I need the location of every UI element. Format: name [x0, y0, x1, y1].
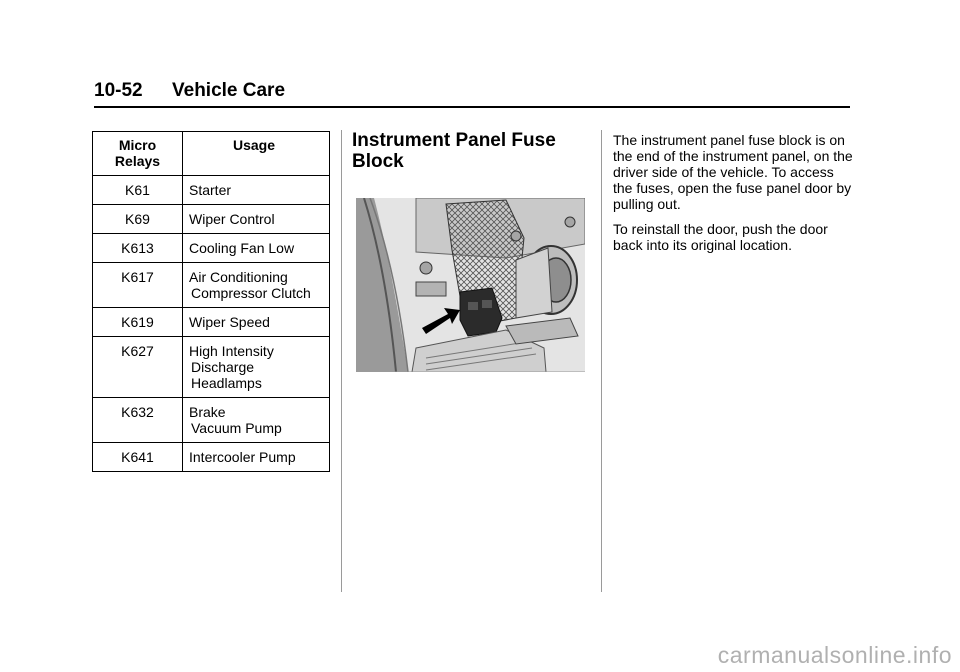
table-row: [93, 263, 330, 308]
relay-code: K61: [93, 176, 183, 205]
relay-usage: Starter: [183, 176, 330, 205]
table-row: [93, 398, 330, 443]
paragraph-location: The instrument panel fuse block is on the end of the instrument panel, on the driver side of the vehicle. To access the fuses, open the fuse panel door by pulling out.: [613, 132, 853, 212]
relay-code: K632: [93, 398, 183, 443]
table-row: [93, 308, 330, 337]
column-header-usage: Usage: [183, 132, 330, 176]
instrument-panel-fuse-block-heading: Instrument Panel Fuse Block: [352, 130, 556, 172]
fuse-block-location-illustration: [356, 198, 585, 372]
relay-code: K613: [93, 234, 183, 263]
table-row: [93, 234, 330, 263]
relay-usage: Cooling Fan Low: [183, 234, 330, 263]
table-header-row: [93, 132, 330, 176]
relay-usage: Wiper Control: [183, 205, 330, 234]
section-title: Vehicle Care: [172, 80, 286, 101]
relay-code: K69: [93, 205, 183, 234]
watermark-text: carmanualsonline.info: [717, 642, 952, 668]
table-row: [93, 176, 330, 205]
relay-usage: High Intensity Discharge Headlamps: [183, 337, 330, 398]
column-divider-right: [601, 130, 602, 592]
relay-code: K627: [93, 337, 183, 398]
fuse-block-illustration-icon: [356, 198, 585, 372]
paragraph-reinstall: To reinstall the door, push the door back into its original location.: [613, 221, 828, 253]
relay-code: K617: [93, 263, 183, 308]
fuse-block-description: [613, 132, 853, 262]
table-row: [93, 337, 330, 398]
column-divider-left: [341, 130, 342, 592]
table-row: [93, 205, 330, 234]
column-header-micro-relays: Micro Relays: [93, 132, 183, 176]
table-row: [93, 443, 330, 472]
page-header: [94, 80, 850, 108]
relay-usage: Air Conditioning Compressor Clutch: [183, 263, 330, 308]
relay-code: K641: [93, 443, 183, 472]
relay-code: K619: [93, 308, 183, 337]
page-number: 10-52: [94, 80, 143, 101]
relay-usage: Brake Vacuum Pump: [183, 398, 330, 443]
relay-usage: Wiper Speed: [183, 308, 330, 337]
micro-relays-table: [92, 131, 330, 472]
relay-usage: Intercooler Pump: [183, 443, 330, 472]
